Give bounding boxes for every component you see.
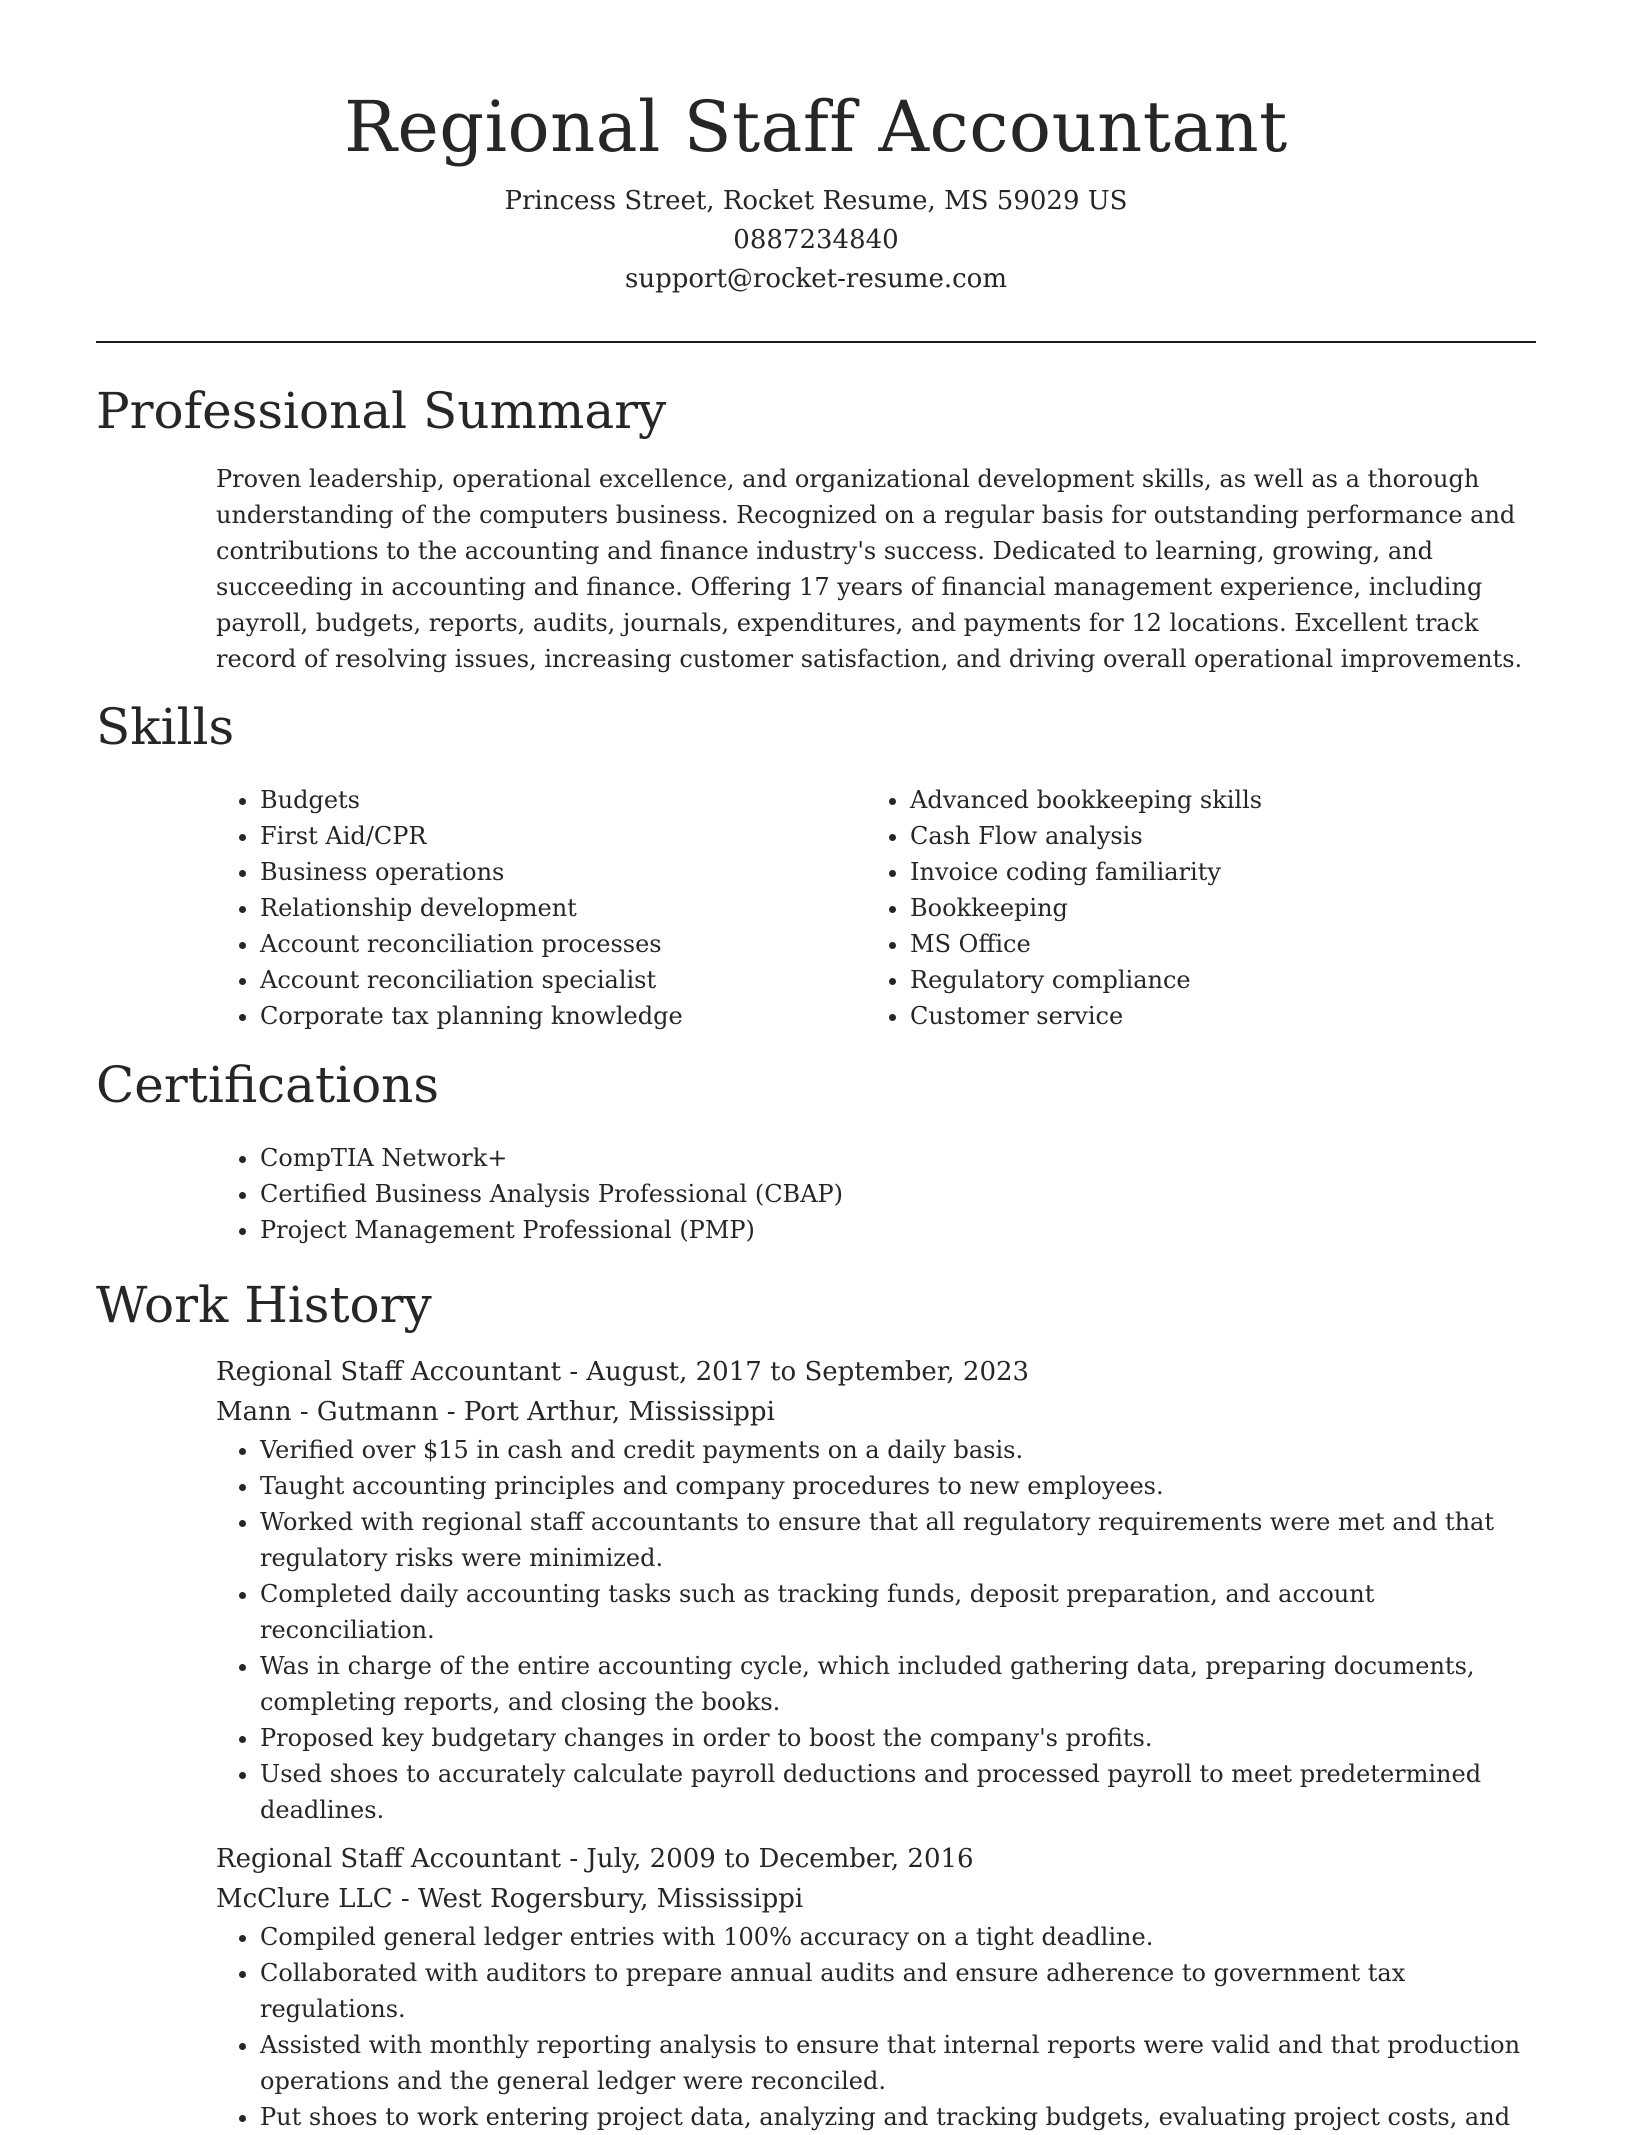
resume-header	[96, 82, 1536, 299]
certifications-heading: Certifications	[96, 1056, 440, 1114]
certification-item: • Project Management Professional (PMP)	[260, 1212, 1516, 1248]
job-location: - West Rogersbury, Mississippi	[392, 1884, 804, 1914]
contact-info	[96, 182, 1536, 299]
job-title: Regional Staff Accountant	[216, 1357, 562, 1387]
skill-item: • Account reconciliation processes	[260, 926, 836, 962]
job-bullet: • Used shoes to accurately calculate payroll deductions and processed payroll to meet predetermined deadlines.	[260, 1756, 1546, 1828]
job-company-line	[216, 1392, 1546, 1432]
contact-address: Princess Street, Rocket Resume, MS 59029 US	[504, 186, 1128, 216]
job-company-line	[216, 1879, 1546, 1919]
contact-email: support@rocket-resume.com	[624, 264, 1007, 294]
job-entry	[216, 1839, 1546, 2135]
skills-column-right	[866, 782, 1486, 1034]
certifications	[216, 1140, 1516, 1248]
job-entry	[216, 1352, 1546, 1828]
job-bullet: • Was in charge of the entire accounting cycle, which included gathering data, preparing documents, completing reports, and closing the books.	[260, 1648, 1546, 1720]
skill-item: • Regulatory compliance	[910, 962, 1486, 998]
skill-item: • First Aid/CPR	[260, 818, 836, 854]
certifications-list	[216, 1140, 1516, 1248]
skill-item: • Relationship development	[260, 890, 836, 926]
skills-heading: Skills	[96, 698, 235, 756]
contact-phone: 0887234840	[733, 225, 899, 255]
certification-item: • CompTIA Network+	[260, 1140, 1516, 1176]
header-divider	[96, 341, 1536, 343]
job-company: Mann - Gutmann	[216, 1397, 439, 1427]
skills-list-right	[866, 782, 1486, 1034]
skill-item: • Account reconciliation specialist	[260, 962, 836, 998]
job-bullet: • Proposed key budgetary changes in order to boost the company's profits.	[260, 1720, 1546, 1756]
job-location: - Port Arthur, Mississippi	[438, 1397, 775, 1427]
skill-item: • Budgets	[260, 782, 836, 818]
job-bullet: • Worked with regional staff accountants to ensure that all regulatory requirements were met and that regulatory risks were minimized.	[260, 1504, 1546, 1576]
summary-text: Proven leadership, operational excellence, and organizational development skills, as well as a thorough understanding of the computers business. Recognized on a regular basis for outstanding performance and contributions to the accounting and finance industry's success. Dedicated to learning, growing, and succeeding in accounting and finance. Offering 17 years of financial management experience, including payroll, budgets, reports, audits, journals, expenditures, and payments for 12 locations. Excellent track record of resolving issues, increasing customer satisfaction, and driving overall operational improvements.	[216, 465, 1523, 673]
job-bullet: • Completed daily accounting tasks such as tracking funds, deposit preparation, and account reconciliation.	[260, 1576, 1546, 1648]
job-title-line	[216, 1839, 1546, 1879]
skill-item: • MS Office	[910, 926, 1486, 962]
summary-heading: Professional Summary	[96, 382, 667, 440]
job-dates: - August, 2017 to September, 2023	[561, 1357, 1030, 1387]
skills-column-left	[216, 782, 836, 1034]
skill-item: • Corporate tax planning knowledge	[260, 998, 836, 1034]
job-dates: - July, 2009 to December, 2016	[561, 1844, 974, 1874]
skills-list-left	[216, 782, 836, 1034]
skill-item: • Advanced bookkeeping skills	[910, 782, 1486, 818]
job-bullet: • Put shoes to work entering project data, analyzing and tracking budgets, evaluating project costs, and	[260, 2099, 1546, 2135]
job-company: McClure LLC	[216, 1884, 393, 1914]
job-bullet-list	[216, 1919, 1546, 2135]
skill-item: • Customer service	[910, 998, 1486, 1034]
skill-item: • Invoice coding familiarity	[910, 854, 1486, 890]
job-title-line	[216, 1352, 1546, 1392]
job-bullet: • Compiled general ledger entries with 100% accuracy on a tight deadline.	[260, 1919, 1546, 1955]
skill-item: • Business operations	[260, 854, 836, 890]
skill-item: • Cash Flow analysis	[910, 818, 1486, 854]
job-title: Regional Staff Accountant	[216, 1844, 562, 1874]
candidate-name: Regional Staff Accountant	[344, 86, 1288, 168]
work-history-heading: Work History	[96, 1276, 432, 1334]
job-bullet: • Collaborated with auditors to prepare annual audits and ensure adherence to government tax regulations.	[260, 1955, 1546, 2027]
job-bullet-list	[216, 1432, 1546, 1828]
certification-item: • Certified Business Analysis Professional (CBAP)	[260, 1176, 1516, 1212]
job-bullet: • Taught accounting principles and company procedures to new employees.	[260, 1468, 1546, 1504]
job-bullet: • Assisted with monthly reporting analysis to ensure that internal reports were valid and that production operations and the general ledger were reconciled.	[260, 2027, 1546, 2099]
job-bullet: • Verified over $15 in cash and credit payments on a daily basis.	[260, 1432, 1546, 1468]
skill-item: • Bookkeeping	[910, 890, 1486, 926]
